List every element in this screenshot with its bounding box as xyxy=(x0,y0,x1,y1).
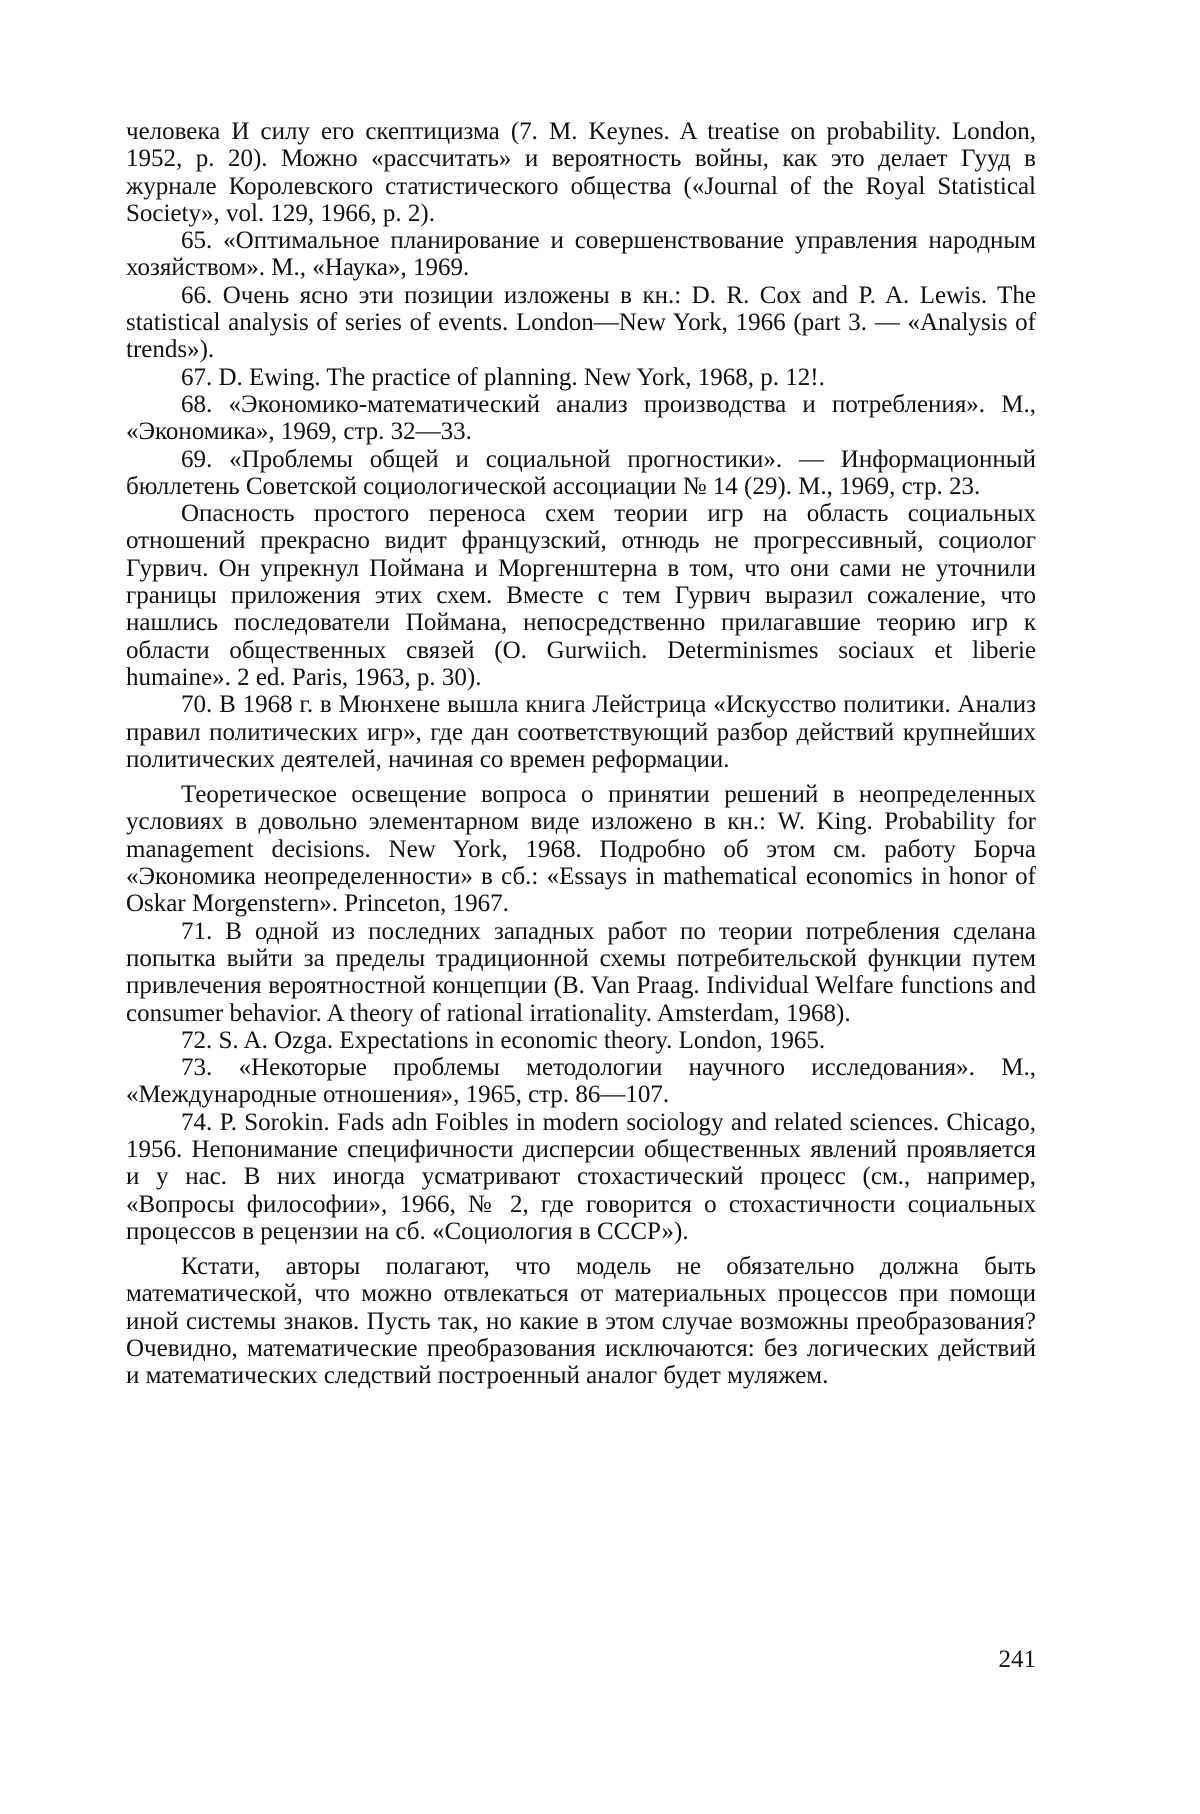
page-text-block xyxy=(126,118,1036,1390)
paragraph-continuation: человека И силу его скептицизма (7. M. Keynes. A treatise on probability. London, 1952, p. 20). Можно «рассчитать» и вероятность войны, как это делает Гууд в журнале Королевского статистического общества («Journal of the Royal Statistical Society», vol. 129, 1966, p. 2). xyxy=(126,118,1036,227)
footnote-73: 73. «Некоторые проблемы методологии научного исследования». М., «Международные отношения», 1965, стр. 86—107. xyxy=(126,1054,1036,1109)
footnote-70-continuation: Теоретическое освещение вопроса о принятии решений в неопределенных условиях в довольно элементарном виде изложено в кн.: W. King. Probability for management decisions. New York, 1968. Подробно об этом см. работу Борча «Экономика неопределенности» в сб.: «Essays in mathematical economics in honor of Oskar Morgenstern». Princeton, 1967. xyxy=(126,781,1036,918)
footnote-67: 67. D. Ewing. The practice of planning. New York, 1968, p. 12!. xyxy=(181,363,825,391)
footnote-66: 66. Очень ясно эти позиции изложены в кн.: D. R. Cox and P. A. Lewis. The statistical analysis of series of events. London—New York, 1966 (part 3. — «Analysis of trends»). xyxy=(126,281,1036,364)
footnote-69-continuation: Опасность простого переноса схем теории игр на область социальных отношений прекрасно видит французский, отнюдь не прогрессивный, социолог Гурвич. Он упрекнул Поймана и Моргенштерна в том, что они сами не уточнили границы приложения этих схем. Вместе с тем Гурвич выразил сожаление, что нашлись последователи Поймана, непосредственно прилагавшие теорию игр к области общественных связей (О. Gurwiich. Determinismes sociaux et liberie humaine». 2 ed. Paris, 1963, p. 30). xyxy=(126,500,1036,691)
footnote-74-continuation: Кстати, авторы полагают, что модель не обязательно должна быть математической, что можно отвлекаться от материальных процессов при помощи иной системы знаков. Пусть так, но какие в этом случае возможны преобразования? Очевидно, математические преобразования исключаются: без логических действий и математических следствий построенный аналог будет муляжем. xyxy=(126,1253,1036,1390)
footnote-65: 65. «Оптимальное планирование и совершенствование управления народным хозяйством». М., «Наука», 1969. xyxy=(126,227,1036,282)
page-number: 241 xyxy=(998,1646,1036,1673)
footnote-70: 70. В 1968 г. в Мюнхене вышла книга Лейстрица «Искусство политики. Анализ правил политических игр», где дан соответствующий разбор действий крупнейших политических деятелей, начиная со времен реформации. xyxy=(126,691,1036,773)
footnote-71: 71. В одной из последних западных работ по теории потребления сделана попытка выйти за пределы традиционной схемы потребительской функции путем привлечения вероятностной концепции (B. Van Praag. Individual Welfare functions and consumer behavior. A theory of rational irrationality. Amsterdam, 1968). xyxy=(126,917,1036,1027)
footnote-68: 68. «Экономико-математический анализ производства и потребления». М., «Экономика», 1969, стр. 32—33. xyxy=(126,390,1036,446)
footnote-69: 69. «Проблемы общей и социальной прогностики». — Информационный бюллетень Советской социологической ассоциации № 14 (29). М., 1969, стр. 23. xyxy=(126,445,1036,500)
footnote-72: 72. S. A. Ozga. Expectations in economic theory. London, 1965. xyxy=(181,1026,826,1054)
footnote-74: 74. P. Sorokin. Fads adn Foibles in modern sociology and related sciences. Chicago, 1956. Непонимание специфичности дисперсии общественных явлений проявляется и у нас. В них иногда усматривают стохастический процесс (см., например, «Вопросы философии», 1966, № 2, где говорится о стохастичности социальных процессов в рецензии на сб. «Социология в СССР»). xyxy=(126,1108,1036,1245)
